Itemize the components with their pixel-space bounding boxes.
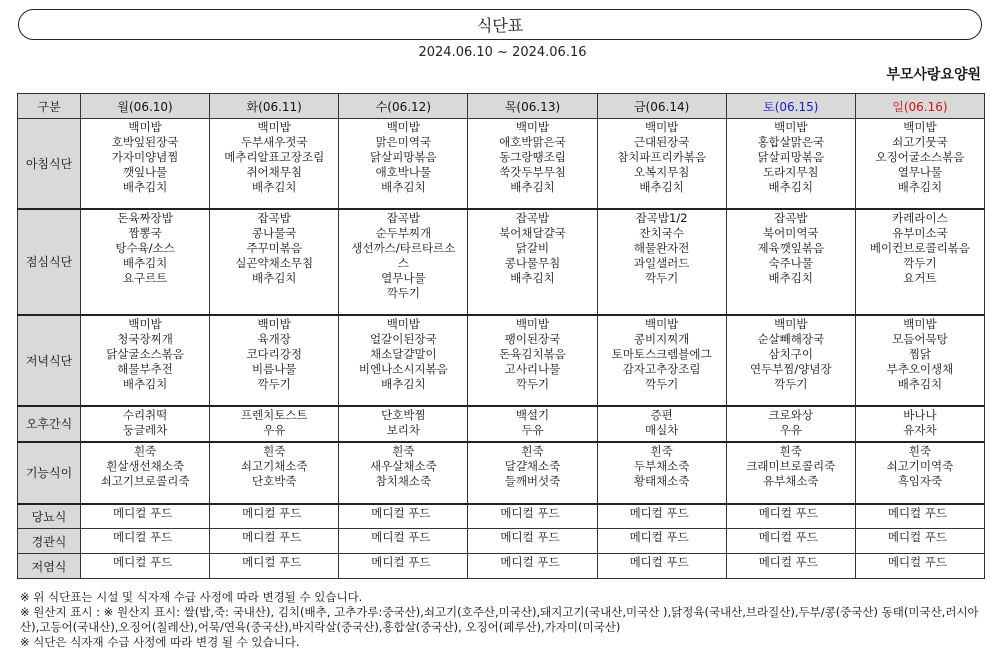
menu-item: 쇠고기미역죽 xyxy=(886,458,954,473)
menu-item: 바나나 xyxy=(903,407,937,422)
menu-item: 잡곡밥 xyxy=(257,210,291,225)
menu-item: 얼갈이된장국 xyxy=(370,331,437,346)
menu-item: 백미밥 xyxy=(774,316,808,331)
menu-item: 비름나물 xyxy=(251,361,297,376)
menu-item: 가자미양념찜 xyxy=(111,150,179,164)
menu-item: 흰죽 xyxy=(133,443,157,458)
day-header-thu: 목(06.13) xyxy=(468,94,597,119)
menu-item: 청국장찌개 xyxy=(117,331,173,346)
menu-item: 메디컬 푸드 xyxy=(371,555,431,569)
menu-item: 주꾸미볶음 xyxy=(246,240,302,255)
menu-item: 제육깻잎볶음 xyxy=(757,240,825,255)
menu-cell xyxy=(855,119,984,209)
menu-cell xyxy=(597,315,726,406)
menu-item: 부추오이생채 xyxy=(886,361,954,376)
menu-cell xyxy=(597,442,726,504)
menu-cell xyxy=(597,554,726,579)
menu-item: 열무나물 xyxy=(381,270,426,285)
menu-cell xyxy=(339,119,468,209)
menu-item: 메디컬 푸드 xyxy=(629,530,689,544)
menu-item: 쇠고기뭇국 xyxy=(892,135,948,149)
meal-category-label: 아침식단 xyxy=(18,119,81,209)
menu-item: 깍두기 xyxy=(644,270,679,285)
menu-item: 잡곡밥 xyxy=(386,210,421,225)
menu-item: 백미밥 xyxy=(257,316,291,331)
menu-cell xyxy=(726,442,855,504)
menu-item: 쥐어채무침 xyxy=(246,165,302,179)
menu-item: 해물부추전 xyxy=(117,361,173,376)
menu-item: 토마토스크렘블에그 xyxy=(611,346,712,361)
menu-item: 배추김치 xyxy=(768,270,813,285)
menu-item: 백미밥 xyxy=(386,316,421,331)
menu-item: 메디컬 푸드 xyxy=(758,530,818,544)
menu-cell xyxy=(726,209,855,315)
menu-item: 둥글레차 xyxy=(122,422,168,437)
menu-item: 배추김치 xyxy=(381,376,426,391)
menu-item: 유부미소국 xyxy=(892,225,948,240)
menu-cell xyxy=(81,554,210,579)
menu-item: 메디컬 푸드 xyxy=(758,505,818,520)
menu-item: 쇠고기채소죽 xyxy=(240,458,308,473)
menu-item: 깍두기 xyxy=(257,376,291,391)
menu-item: 돈육김치볶음 xyxy=(499,346,566,361)
menu-item: 해물완자전 xyxy=(633,240,690,255)
menu-item: 백미밥 xyxy=(128,120,162,134)
menu-item: 메디컬 푸드 xyxy=(629,505,689,520)
menu-cell xyxy=(210,315,339,406)
menu-cell xyxy=(339,529,468,554)
menu-item: 순살빼해장국 xyxy=(757,331,825,346)
menu-item: 백미밥 xyxy=(128,316,162,331)
menu-item: 감자고추장조림 xyxy=(622,361,701,376)
menu-item: 수리취떡 xyxy=(122,407,168,422)
menu-cell xyxy=(468,554,597,579)
menu-item: 연두부찜/양념장 xyxy=(749,361,832,376)
menu-item: 참치파프리카볶음 xyxy=(617,150,707,164)
menu-cell xyxy=(210,504,339,529)
menu-item: 홍합살맑은국 xyxy=(757,135,825,149)
day-header-sun: 일(06.16) xyxy=(855,94,984,119)
menu-table xyxy=(17,93,985,579)
menu-item: 육개장 xyxy=(257,331,291,346)
menu-item: 카레라이스 xyxy=(892,210,948,225)
menu-cell xyxy=(339,554,468,579)
menu-cell xyxy=(468,315,597,406)
menu-cell xyxy=(81,119,210,209)
menu-item: 요거트 xyxy=(903,270,937,285)
meal-category-label: 저염식 xyxy=(18,554,81,579)
menu-item: 북어채달걀국 xyxy=(499,225,566,240)
menu-cell xyxy=(210,554,339,579)
menu-item: 흰죽 xyxy=(908,443,932,458)
title-box xyxy=(18,9,982,40)
menu-item: 크로와상 xyxy=(768,407,813,422)
meal-category-label: 오후간식 xyxy=(18,406,81,442)
menu-item: 메디컬 푸드 xyxy=(500,505,560,520)
menu-item: 들깨버섯죽 xyxy=(504,473,561,488)
menu-item: 열무나물 xyxy=(897,165,943,179)
menu-item: 닭살굴소스볶음 xyxy=(106,346,184,361)
menu-item: 메디컬 푸드 xyxy=(758,555,818,569)
menu-cell xyxy=(597,406,726,442)
notes xyxy=(20,590,980,650)
meal-category-label: 경관식 xyxy=(18,529,81,554)
menu-cell xyxy=(468,442,597,504)
menu-item: 배추김치 xyxy=(251,270,297,285)
menu-item: 삼치구이 xyxy=(768,346,813,361)
menu-item: 흰죽 xyxy=(521,443,544,458)
menu-item: 실곤약채소무침 xyxy=(235,255,314,270)
meal-row xyxy=(18,504,985,529)
menu-item: 흰죽 xyxy=(650,443,673,458)
menu-item: 메디컬 푸드 xyxy=(629,555,689,569)
date-range: 2024.06.10 ~ 2024.06.16 xyxy=(418,45,587,60)
menu-cell xyxy=(855,554,984,579)
menu-item: 쇠고기브로콜리죽 xyxy=(100,473,190,488)
day-header-mon: 월(06.10) xyxy=(81,94,210,119)
day-header-fri: 금(06.14) xyxy=(597,94,726,119)
menu-cell xyxy=(726,406,855,442)
menu-item: 메디컬 푸드 xyxy=(113,530,173,544)
menu-cell xyxy=(210,529,339,554)
menu-item: 배추김치 xyxy=(510,270,555,285)
menu-cell xyxy=(210,406,339,442)
menu-item: 깍두기 xyxy=(903,255,937,270)
menu-item: 메디컬 푸드 xyxy=(887,555,948,569)
menu-item: 배추김치 xyxy=(897,376,943,391)
menu-cell xyxy=(339,406,468,442)
menu-item: 콩비지찌개 xyxy=(633,331,690,346)
menu-item: 콩나물국 xyxy=(251,225,297,240)
menu-item: 깻잎나물 xyxy=(122,165,168,179)
menu-cell xyxy=(855,315,984,406)
menu-item: 숙주나물 xyxy=(768,255,813,270)
menu-item: 메디컬 푸드 xyxy=(242,555,302,569)
menu-item: 모듬어묵탕 xyxy=(892,331,948,346)
menu-item: 배추김치 xyxy=(122,180,168,194)
meal-row xyxy=(18,442,985,504)
menu-item: 돈육짜장밥 xyxy=(117,210,173,225)
menu-item: 닭살피망볶음 xyxy=(370,150,437,164)
header-row xyxy=(18,94,985,119)
menu-item: 깍두기 xyxy=(644,376,679,391)
menu-cell xyxy=(726,119,855,209)
menu-item: 프렌치토스트 xyxy=(240,407,308,422)
menu-item: 요구르트 xyxy=(122,270,168,285)
menu-item: 메디컬 푸드 xyxy=(371,505,431,520)
menu-item: 맑은미역국 xyxy=(375,135,432,149)
menu-item: 백설기 xyxy=(515,407,550,422)
menu-cell xyxy=(81,406,210,442)
meal-row xyxy=(18,315,985,406)
menu-cell xyxy=(81,315,210,406)
menu-item: 백미밥 xyxy=(386,120,421,134)
menu-cell xyxy=(210,119,339,209)
menu-item: 콩나물무침 xyxy=(504,255,561,270)
menu-cell xyxy=(855,529,984,554)
menu-item: 과일샐러드 xyxy=(633,255,690,270)
note-line: ※ 위 식단표는 시설 및 식자재 수급 사정에 따라 변경될 수 있습니다. xyxy=(20,590,363,604)
day-header-sat: 토(06.15) xyxy=(726,94,855,119)
note-line: ※ 식단은 식자재 수급 사정에 따라 변경 될 수 있습니다. xyxy=(20,635,300,649)
menu-item: 메디컬 푸드 xyxy=(371,530,431,544)
menu-cell xyxy=(339,315,468,406)
menu-cell xyxy=(468,209,597,315)
menu-item: 닭갈비 xyxy=(515,240,550,255)
menu-item: 베이컨브로콜리볶음 xyxy=(869,240,970,255)
menu-item: 배추김치 xyxy=(122,255,168,270)
menu-cell xyxy=(597,209,726,315)
meal-row xyxy=(18,554,985,579)
menu-cell xyxy=(468,119,597,209)
menu-item: 황태채소죽 xyxy=(633,473,690,488)
menu-item: 탕수육/소스 xyxy=(115,240,175,255)
menu-item: 메디컬 푸드 xyxy=(242,505,302,520)
menu-item: 애호박맑은국 xyxy=(499,135,566,149)
menu-item: 오징어굴소스볶음 xyxy=(875,150,965,164)
menu-item: 깍두기 xyxy=(515,376,550,391)
menu-cell xyxy=(468,529,597,554)
menu-item: 메디컬 푸드 xyxy=(887,530,948,544)
menu-cell xyxy=(726,315,855,406)
menu-item: 애호박나물 xyxy=(375,165,432,179)
menu-item: 스 xyxy=(397,255,409,270)
day-header-wed: 수(06.12) xyxy=(339,94,468,119)
menu-item: 코다리강정 xyxy=(246,346,302,361)
meal-category-label: 저녁식단 xyxy=(18,315,81,406)
menu-item: 동그랑땡조림 xyxy=(499,150,566,164)
menu-cell xyxy=(597,504,726,529)
menu-item: 메디컬 푸드 xyxy=(887,505,948,520)
menu-cell xyxy=(210,209,339,315)
facility-name: 부모사랑요양원 xyxy=(886,67,981,83)
menu-item: 백미밥 xyxy=(903,316,937,331)
menu-cell xyxy=(468,406,597,442)
menu-item: 메디컬 푸드 xyxy=(113,555,173,569)
menu-item: 잡곡밥 xyxy=(515,210,550,225)
menu-item: 백미밥 xyxy=(644,316,679,331)
meal-category-label: 기능식이 xyxy=(18,442,81,504)
menu-item: 메디컬 푸드 xyxy=(113,505,173,520)
menu-item: 단호박죽 xyxy=(251,473,297,488)
meal-row xyxy=(18,119,985,209)
note-line: ※ 원산지 표시 : ※ 원산지 표시: 쌀(밥,죽: 국내산), 김치(배추, 고추가루:중국산),쇠고기(호주산,미국산),돼지고기(국내산,미국산 ),닭정육(국내산,브라질산),두부/콩(중국산) 동태(미국산,러시아산),고등어(국내산),오징어(칠레산),어묵/연육(중국산),바지락살(중국산),홍합살(중국산), 오징어(페루산),가자미(미국산) xyxy=(20,605,979,634)
menu-item: 흰살생선채소죽 xyxy=(106,458,184,473)
meal-row xyxy=(18,209,985,315)
menu-item: 배추김치 xyxy=(768,180,813,194)
menu-cell xyxy=(855,209,984,315)
menu-item: 백미밥 xyxy=(257,120,291,134)
menu-cell xyxy=(855,504,984,529)
menu-item: 흰죽 xyxy=(263,443,286,458)
menu-item: 메추리알표고장조림 xyxy=(224,150,325,164)
menu-item: 흑임자죽 xyxy=(897,473,943,488)
category-header: 구분 xyxy=(18,94,81,119)
menu-item: 깍두기 xyxy=(386,285,421,300)
meal-row xyxy=(18,406,985,442)
menu-item: 우유 xyxy=(779,422,802,437)
menu-item: 깍두기 xyxy=(774,376,808,391)
menu-item: 잔치국수 xyxy=(639,225,684,240)
menu-item: 메디컬 푸드 xyxy=(242,530,302,544)
meal-category-label: 당뇨식 xyxy=(18,504,81,529)
menu-item: 단호박찜 xyxy=(381,407,426,422)
menu-cell xyxy=(339,209,468,315)
menu-body xyxy=(18,119,985,579)
menu-item: 백미밥 xyxy=(903,120,937,134)
menu-cell xyxy=(339,442,468,504)
menu-item: 매실차 xyxy=(644,422,679,437)
menu-item: 두부채소죽 xyxy=(633,458,690,473)
day-header-tue: 화(06.11) xyxy=(210,94,339,119)
menu-item: 새우살채소죽 xyxy=(370,458,437,473)
menu-item: 배추김치 xyxy=(251,180,297,194)
menu-item: 북어미역국 xyxy=(763,225,819,240)
menu-cell xyxy=(726,554,855,579)
menu-cell xyxy=(81,529,210,554)
menu-item: 팽이된장국 xyxy=(504,331,561,346)
menu-item: 쑥갓두부무침 xyxy=(499,165,566,179)
menu-item: 크래미브로콜리죽 xyxy=(746,458,836,473)
menu-item: 배추김치 xyxy=(639,180,684,194)
menu-item: 고사리나물 xyxy=(504,361,561,376)
menu-item: 순두부찌개 xyxy=(375,225,432,240)
menu-cell xyxy=(726,529,855,554)
menu-item: 보리차 xyxy=(386,422,421,437)
page-title: 식단표 xyxy=(476,16,524,35)
menu-item: 배추김치 xyxy=(510,180,555,194)
menu-item: 백미밥 xyxy=(774,120,808,134)
menu-item: 백미밥 xyxy=(515,316,550,331)
menu-cell xyxy=(855,442,984,504)
menu-item: 백미밥 xyxy=(515,120,550,134)
menu-item: 흰죽 xyxy=(392,443,415,458)
menu-item: 근대된장국 xyxy=(633,135,690,149)
menu-cell xyxy=(81,442,210,504)
menu-item: 유자차 xyxy=(903,422,937,437)
menu-cell xyxy=(81,504,210,529)
menu-item: 메디컬 푸드 xyxy=(500,555,560,569)
menu-item: 메디컬 푸드 xyxy=(500,530,560,544)
menu-item: 짬뽕국 xyxy=(128,225,162,240)
menu-item: 찜닭 xyxy=(908,346,932,361)
menu-item: 달걀채소죽 xyxy=(504,458,561,473)
menu-cell xyxy=(468,504,597,529)
menu-item: 잡곡밥 xyxy=(774,210,808,225)
menu-item: 오복지무침 xyxy=(633,165,690,179)
menu-item: 배추김치 xyxy=(122,376,168,391)
menu-cell xyxy=(597,529,726,554)
menu-item: 닭살피망볶음 xyxy=(757,150,825,164)
menu-item: 증편 xyxy=(650,407,673,422)
menu-item: 두유 xyxy=(521,422,544,437)
menu-cell xyxy=(855,406,984,442)
menu-item: 도라지무침 xyxy=(763,165,819,179)
menu-item: 두부새우젓국 xyxy=(240,135,308,149)
menu-item: 비엔나소시지볶음 xyxy=(358,361,448,376)
menu-item: 배추김치 xyxy=(381,180,426,194)
menu-item: 생선까스/타르타르소 xyxy=(351,240,456,255)
menu-item: 호박잎된장국 xyxy=(111,135,179,149)
menu-item: 채소달걀말이 xyxy=(370,346,437,361)
menu-item: 배추김치 xyxy=(897,180,943,194)
meal-row xyxy=(18,529,985,554)
menu-cell xyxy=(210,442,339,504)
meal-category-label: 점심식단 xyxy=(18,209,81,315)
menu-cell xyxy=(339,504,468,529)
menu-item: 참치채소죽 xyxy=(375,473,432,488)
menu-cell xyxy=(597,119,726,209)
menu-item: 잡곡밥1/2 xyxy=(635,210,688,225)
menu-item: 흰죽 xyxy=(779,443,802,458)
menu-item: 유부채소죽 xyxy=(763,473,819,488)
menu-item: 우유 xyxy=(263,422,286,437)
menu-cell xyxy=(726,504,855,529)
menu-cell xyxy=(81,209,210,315)
menu-item: 백미밥 xyxy=(644,120,679,134)
